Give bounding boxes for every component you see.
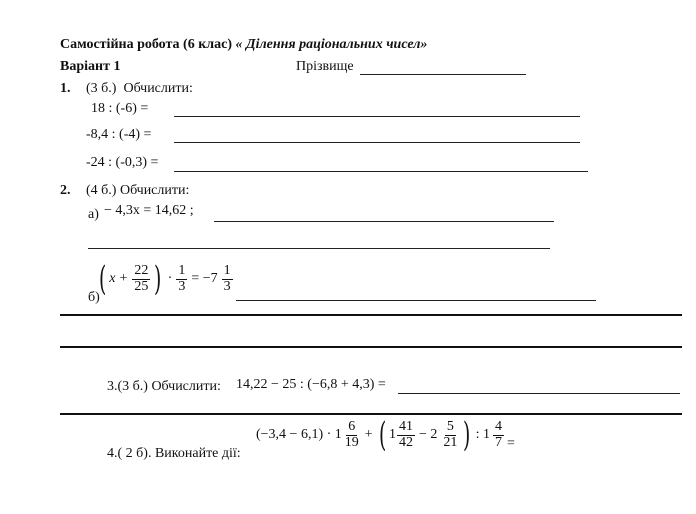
task2b-expression [96, 259, 234, 299]
left-paren: ( [98, 259, 107, 299]
plus-sign: + [119, 271, 128, 286]
answer-line-2a[interactable] [214, 221, 554, 222]
task2a-expression: − 4,3x = 14,62 ; [104, 203, 194, 218]
fraction-5-21: $\frac{5}{21}$ [443, 418, 458, 450]
page-title [60, 37, 427, 53]
task2-instruction: Обчислити: [119, 183, 190, 198]
plus-sign-4: + [364, 427, 373, 442]
task2-number: 2. [60, 183, 71, 198]
surname-line[interactable] [360, 74, 526, 75]
equals-4: = [507, 436, 515, 451]
fraction-1-3: $\frac{1}{3}$ [178, 262, 186, 294]
dot-sign: · [167, 271, 173, 286]
answer-line-3-task[interactable] [398, 393, 680, 394]
right-paren-4: ) [463, 415, 471, 455]
task2a-label: а) [88, 207, 99, 222]
var-x: x [109, 271, 116, 286]
fraction-6-19: $\frac{6}{19}$ [344, 418, 359, 450]
separator-1 [60, 314, 682, 316]
task1-number: 1. [60, 81, 71, 96]
title-topic: « Ділення раціональних чисел» [235, 37, 428, 52]
separator-2 [60, 346, 682, 348]
fraction-41-42: $\frac{41}{42}$ [398, 418, 413, 450]
equals-value: = −7 [191, 271, 218, 286]
task4-label: 4.( 2 б). Виконайте дії: [107, 446, 241, 461]
answer-line-2[interactable] [174, 142, 580, 143]
answer-line-2b[interactable] [236, 300, 596, 301]
task3-expression: 14,22 − 25 : (−6,8 + 4,3) = [236, 377, 386, 392]
title-text: Самостійна робота (6 клас) [60, 37, 236, 52]
fraction-22-25: $\frac{22}{25}$ [134, 262, 149, 294]
answer-line-2a-extra[interactable] [88, 248, 550, 249]
task4-expression [256, 415, 515, 455]
right-paren: ) [154, 259, 162, 299]
left-paren-4: ( [378, 415, 386, 455]
minus-2: − 2 [418, 427, 438, 442]
task3-label: 3.(3 б.) Обчислити: [107, 379, 221, 394]
task1-instruction: Обчислити: [123, 81, 193, 96]
task1-row-1: 18 : (-6) = [91, 101, 149, 116]
variant-label: Варіант 1 [60, 59, 121, 74]
surname-label: Прізвище [296, 59, 354, 74]
task1-row-3: -24 : (-0,3) = [86, 155, 159, 170]
task1-heading [86, 81, 193, 97]
fraction-4-7: $\frac{4}{7}$ [495, 418, 503, 450]
task2-points: (4 б.) [86, 183, 117, 198]
task2-heading [86, 183, 189, 199]
divide-1: : 1 [475, 427, 491, 442]
task4-part1: (−3,4 − 6,1) · 1 [256, 427, 342, 442]
task1-row-2: -8,4 : (-4) = [86, 127, 152, 142]
task1-points: (3 б.) [86, 81, 117, 96]
answer-line-1[interactable] [174, 116, 580, 117]
whole-1: 1 [388, 427, 396, 442]
fraction-1-3-b: $\frac{1}{3}$ [223, 262, 231, 294]
answer-line-3[interactable] [174, 171, 588, 172]
separator-3 [60, 413, 682, 415]
task2b-label: б) [88, 290, 100, 305]
